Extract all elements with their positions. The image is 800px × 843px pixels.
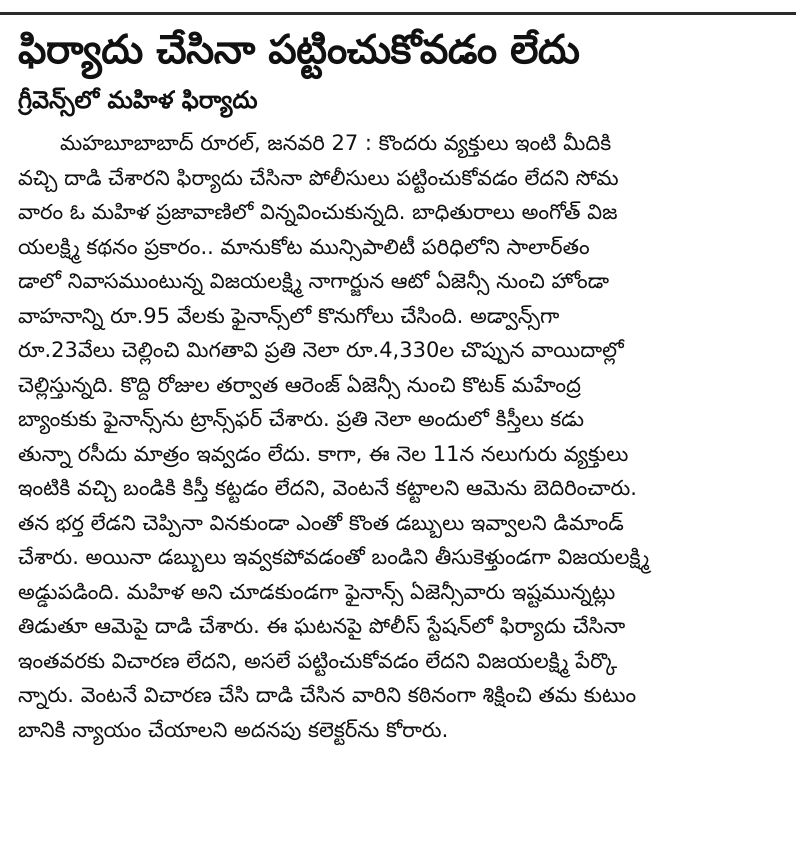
body-line: చెల్లిస్తున్నది. కొద్ది రోజుల తర్వాత ఆరెంజ్ ఏజెన్సీ నుంచి కొటక్ మహేంద్ర	[18, 372, 581, 397]
body-line: యలక్ష్మి కథనం ప్రకారం.. మానుకోట మున్సిపాలిటీ పరిధిలోని సాలార్‌తం	[18, 234, 590, 259]
headline: ఫిర్యాదు చేసినా పట్టించుకోవడం లేదు	[18, 27, 580, 73]
body-line: న్నారు. వెంటనే విచారణ చేసి దాడి చేసిన వారిని కఠినంగా శిక్షించి తమ కుటుం	[18, 683, 637, 707]
news-clipping	[18, 22, 788, 747]
body-line: రూ.23వేలు చెల్లించి మిగతావి ప్రతి నెలా రూ.4,330ల చొప్పున వాయిదాల్లో	[18, 338, 624, 362]
top-rule	[0, 12, 796, 15]
body-line: అడ్డుపడింది. మహిళ అని చూడకుండగా ఫైనాన్స్ ఏజెన్సీవారు ఇష్టమున్నట్లు	[18, 579, 616, 604]
body-line: మహబూబాబాద్ రూరల్, జనవరి 27 : కొందరు వ్యక్తులు ఇంటి మీదికి	[60, 131, 612, 155]
body-line: వారం ఓ మహిళ ప్రజావాణిలో విన్నవించుకున్నది. బాధితురాలు అంగోత్ విజ	[18, 200, 618, 224]
body-line: వాహనాన్ని రూ.95 వేలకు ఫైనాన్స్‌లో కొనుగోలు చేసింది. అడ్వాన్స్‌గా	[18, 303, 560, 328]
body-line: చేశారు. అయినా డబ్బులు ఇవ్వకపోవడంతో బండిని తీసుకెళ్తుండగా విజయలక్ష్మి	[18, 545, 650, 569]
body-line: వచ్చి దాడి చేశారని ఫిర్యాదు చేసినా పోలీసులు పట్టించుకోవడం లేదని సోమ	[18, 165, 619, 190]
body-line: బ్యాంకుకు ఫైనాన్స్‌ను ట్రాన్స్‌ఫర్ చేశారు. ప్రతి నెలా అందులో కిస్తీలు కడు	[18, 407, 584, 431]
subheadline: గ్రీవెన్స్‌లో మహిళ ఫిర్యాదు	[18, 86, 258, 114]
body-line: తిడుతూ ఆమెపై దాడి చేశారు. ఈ ఘటనపై పోలీస్ స్టేషన్‌లో ఫిర్యాదు చేసినా	[18, 614, 626, 638]
body-line: ఇంతవరకు విచారణ లేదని, అసలే పట్టించుకోవడం లేదని విజయలక్ష్మి పేర్కొ	[18, 648, 618, 673]
body-line: ఇంటికి వచ్చి బండికి కిస్తీ కట్టడం లేదని, వెంటనే కట్టాలని ఆమెను బెదిరించారు.	[18, 476, 637, 500]
body-line: డాలో నివాసముంటున్న విజయలక్ష్మి నాగార్జున ఆటో ఏజెన్సీ నుంచి హోండా	[18, 269, 610, 293]
body-line: బానికి న్యాయం చేయాలని అదనపు కలెక్టర్‌ను కోరారు.	[18, 717, 449, 742]
body-line: తున్నా రసీదు మాత్రం ఇవ్వడం లేదు. కాగా, ఈ నెల 11న నలుగురు వ్యక్తులు	[18, 441, 629, 466]
article-body	[18, 126, 788, 747]
body-line: తన భర్త లేడని చెప్పినా వినకుండా ఎంతో కొంత డబ్బులు ఇవ్వాలని డిమాండ్	[18, 510, 624, 535]
